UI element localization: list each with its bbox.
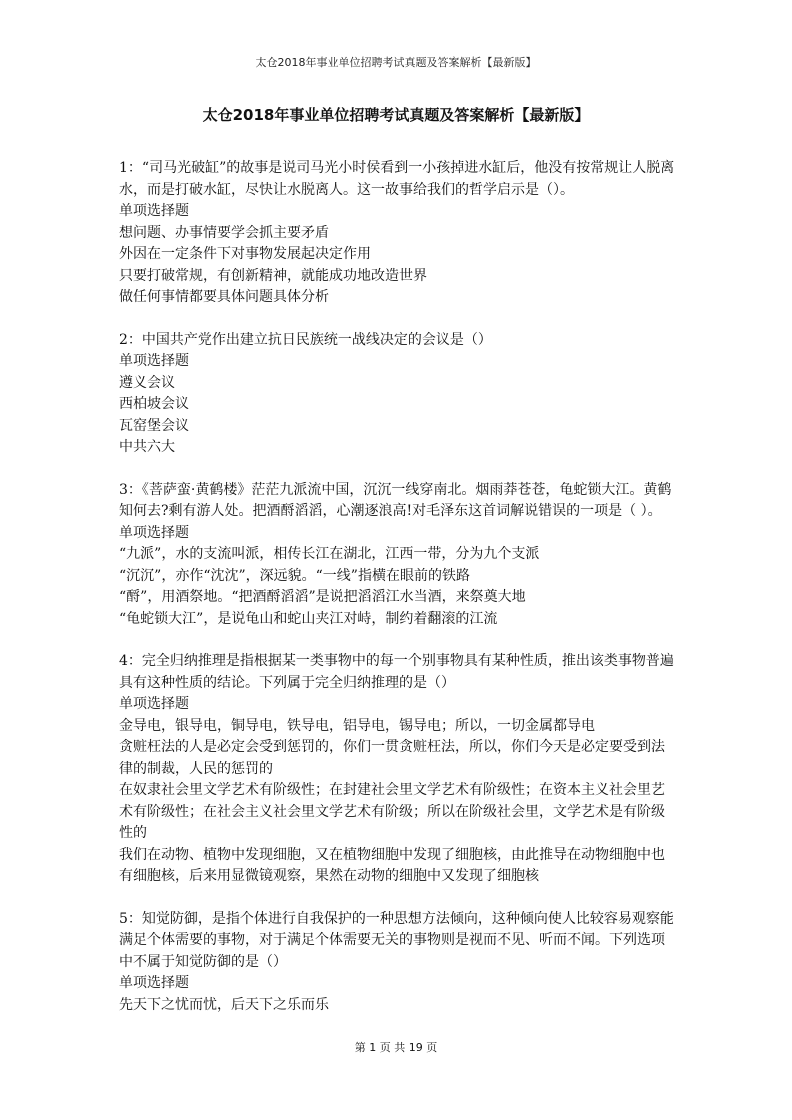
- question-type: 单项选择题: [119, 975, 189, 991]
- question-list: [119, 158, 675, 1037]
- question-5: [119, 909, 675, 1017]
- option-a: 先天下之忧而忧，后天下之乐而乐: [119, 996, 329, 1013]
- option-d: “龟蛇锁大江”，是说龟山和蛇山夹江对峙，制约着翻滚的江流: [119, 610, 498, 627]
- option-b: 贪赃枉法的人是必定会受到惩罚的，你们一贯贪赃枉法，所以，你们今天是必定要受到法律的制裁，人民的惩罚的: [119, 739, 665, 777]
- page-number: 第 1 页 共 19 页: [354, 1041, 438, 1054]
- option-b: 西柏坡会议: [119, 396, 189, 412]
- option-d: 做任何事情都要具体问题具体分析: [119, 289, 329, 305]
- question-2: [119, 330, 675, 459]
- question-type: 单项选择题: [119, 524, 189, 541]
- option-c: “酹”，用酒祭地。“把酒酹滔滔”是说把滔滔江水当酒，来祭奠大地: [119, 589, 526, 605]
- question-4: [119, 651, 675, 888]
- option-a: 金导电，银导电，铜导电，铁导电，铝导电，锡导电；所以，一切金属都导电: [119, 717, 595, 734]
- option-d: 中共六大: [119, 439, 175, 455]
- question-stem: 5：知觉防御，是指个体进行自我保护的一种思想方法倾向，这种倾向使人比较容易观察能满足个体需要的事物，对于满足个体需要无关的事物则是视而不见、听而不闻。下列选项中不属于知觉防御的是（）: [119, 910, 674, 970]
- question-type: 单项选择题: [119, 203, 189, 219]
- document-title: 太仓2018年事业单位招聘考试真题及答案解析【最新版】: [202, 106, 590, 124]
- question-type: 单项选择题: [119, 353, 189, 369]
- option-c: 瓦窑堡会议: [119, 417, 189, 434]
- running-header: 太仓2018年事业单位招聘考试真题及答案解析【最新版】: [255, 56, 537, 69]
- question-stem: 1：“司马光破缸”的故事是说司马光小时侯看到一小孩掉进水缸后，他没有按常规让人脱离水，而是打破水缸，尽快让水脱离人。这一故事给我们的哲学启示是（）。: [119, 160, 675, 198]
- question-stem: 3：《菩萨蛮·黄鹤楼》茫茫九派流中国，沉沉一线穿南北。烟雨莽苍苍，龟蛇锁大江。黄鹤知何去?剩有游人处。把酒酹滔滔，心潮逐浪高!对毛泽东这首词解说错误的一项是（ ）。: [119, 481, 672, 519]
- question-stem: 4：完全归纳推理是指根据某一类事物中的每一个别事物具有某种性质，推出该类事物普遍具有这种性质的结论。下列属于完全归纳推理的是（）: [119, 653, 674, 691]
- option-c: 只要打破常规，有创新精神，就能成功地改造世界: [119, 267, 427, 284]
- option-a: 遵义会议: [119, 374, 175, 391]
- option-d: 我们在动物、植物中发现细胞，又在植物细胞中发现了细胞核，由此推导在动物细胞中也有细胞核，后来用显微镜观察，果然在动物的细胞中又发现了细胞核: [119, 846, 665, 884]
- option-a: 想问题、办事情要学会抓主要矛盾: [119, 224, 329, 241]
- question-type: 单项选择题: [119, 696, 189, 712]
- question-1: [119, 158, 675, 309]
- option-c: 在奴隶社会里文学艺术有阶级性；在封建社会里文学艺术有阶级性；在资本主义社会里艺术有阶级性；在社会主义社会里文学艺术有阶级；所以在阶级社会里，文学艺术是有阶级性的: [119, 782, 665, 841]
- option-b: “沉沉”，亦作“沈沈”，深远貌。“一线”指横在眼前的铁路: [119, 567, 470, 584]
- question-3: [119, 480, 675, 631]
- option-b: 外因在一定条件下对事物发展起决定作用: [119, 246, 371, 262]
- option-a: “九派”，水的支流叫派，相传长江在湖北，江西一带，分为九个支派: [119, 546, 540, 562]
- question-stem: 2：中国共产党作出建立抗日民族统一战线决定的会议是（）: [119, 331, 492, 348]
